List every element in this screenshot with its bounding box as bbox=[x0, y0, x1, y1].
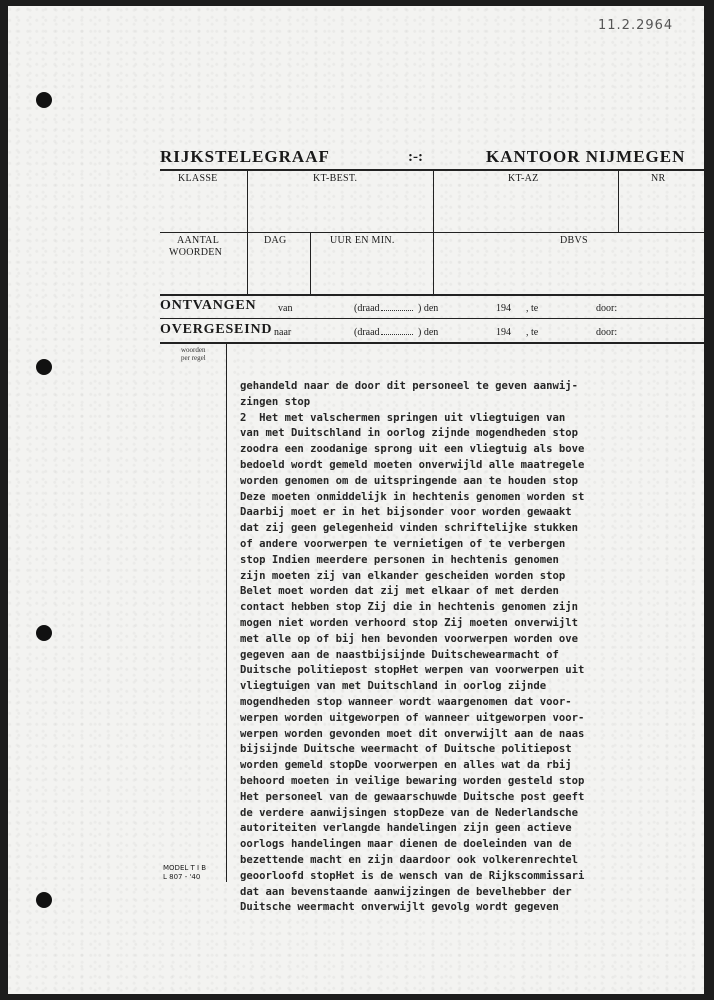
rule-ontvangen bbox=[160, 318, 704, 319]
message-line: worden gemeld stopDe voorwerpen en alles wat da rbij bbox=[240, 759, 572, 772]
ontvangen-van: van bbox=[278, 303, 293, 314]
grid-divider bbox=[310, 232, 311, 294]
overgeseind-naar: naar bbox=[274, 327, 292, 338]
message-line: zoodra een zoodanige sprong uit een vliegtuig als bove bbox=[240, 443, 585, 456]
grid-divider bbox=[618, 169, 619, 232]
grid-divider bbox=[247, 169, 248, 294]
punch-hole bbox=[36, 625, 52, 641]
message-line: bezettende macht en zijn daardoor ook volkerenrechtel bbox=[240, 853, 579, 866]
message-line: zingen stop bbox=[240, 395, 311, 408]
rule-overgeseind bbox=[160, 342, 704, 344]
message-line: van met Duitschland in oorlog zijnde mogendheden stop bbox=[240, 427, 579, 440]
overgeseind-door: door: bbox=[596, 327, 618, 338]
message-line: dat aan bevenstaande aanwijzingen de bevelhebber der bbox=[240, 885, 572, 898]
message-line: worden genomen om de uitspringende aan te houden stop bbox=[240, 474, 579, 487]
message-line: of andere voorwerpen te vernietigen of te verbergen bbox=[240, 537, 566, 550]
punch-hole bbox=[36, 359, 52, 375]
label-kt-best: KT-BEST. bbox=[313, 173, 358, 184]
punch-hole bbox=[36, 892, 52, 908]
label-ontvangen: ONTVANGEN bbox=[160, 298, 257, 313]
label-nr: NR bbox=[651, 173, 666, 184]
grid-top-rule bbox=[160, 169, 704, 171]
overgeseind-year: 194 bbox=[496, 327, 511, 338]
message-line: Deze moeten onmiddelijk in hechtenis genomen worden st bbox=[240, 490, 585, 503]
message-line: gehandeld naar de door dit personeel te geven aanwij- bbox=[240, 380, 579, 392]
message-line: stop Indien meerdere personen in hechtenis genomen bbox=[240, 553, 559, 566]
ontvangen-den: ) den bbox=[418, 303, 439, 314]
message-margin-rule bbox=[226, 342, 227, 882]
message-line: dat zij geen gelegenheid vinden schriftelijke stukken bbox=[240, 522, 579, 535]
label-woorden: WOORDEN bbox=[169, 247, 223, 258]
header-rijkstelegraaf: RIJKSTELEGRAAF bbox=[160, 147, 330, 166]
telegram-form bbox=[8, 6, 704, 994]
label-dbvs: DBVS bbox=[560, 235, 588, 246]
label-overgeseind: OVERGESEIND bbox=[160, 322, 273, 337]
message-line: bijsijnde Duitsche weermacht of Duitsche politiepost bbox=[240, 743, 572, 756]
grid-bottom-rule bbox=[160, 294, 704, 296]
message-line: zijn moeten zij van elkander gescheiden worden stop bbox=[240, 569, 566, 582]
margin-note: woorden per regel bbox=[181, 346, 206, 362]
message-line: Duitsche weermacht onverwijlt gevolg wordt gegeven bbox=[240, 901, 559, 914]
overgeseind-draad: (draad bbox=[354, 327, 414, 338]
grid-mid-rule bbox=[160, 232, 704, 233]
message-line: mogen niet worden verhoord stop Zij moeten onverwijlt bbox=[240, 616, 579, 629]
message-line: gegeven aan de naastbijsijnde Duitschewearmacht of bbox=[240, 648, 559, 661]
label-kt-az: KT-AZ bbox=[508, 173, 539, 184]
overgeseind-den: ) den bbox=[418, 327, 439, 338]
message-line: contact hebben stop Zij die in hechtenis genomen zijn bbox=[240, 601, 579, 614]
ontvangen-draad: (draad bbox=[354, 303, 414, 314]
message-line: met alle op of bij hen bevonden voorwerpen worden ove bbox=[240, 632, 579, 645]
ontvangen-door: door: bbox=[596, 303, 618, 314]
message-line: Belet moet worden dat zij met elkaar of met derden bbox=[240, 585, 559, 598]
message-line: werpen worden uitgeworpen of wanneer uitgeworpen voor- bbox=[240, 711, 585, 724]
label-dag: DAG bbox=[264, 235, 287, 246]
message-line: autoriteiten verlangde handelingen zijn geen actieve bbox=[240, 822, 572, 835]
header-separator: :-: bbox=[408, 149, 423, 165]
ontvangen-year: 194 bbox=[496, 303, 511, 314]
message-line: Daarbij moet er in het bijsonder voor worden gewaakt bbox=[240, 506, 572, 519]
message-body bbox=[240, 379, 704, 916]
message-line: behoord moeten in veilige bewaring worden gesteld stop bbox=[240, 774, 585, 787]
message-line: de verdere aanwijsingen stopDeze van de Nederlandsche bbox=[240, 806, 579, 819]
message-line: oorlogs handelingen maar dienen de doeleinden van de bbox=[240, 838, 572, 851]
message-line: Duitsche politiepost stopHet werpen van voorwerpen uit bbox=[240, 664, 585, 677]
message-line: 2 Het met valschermen springen uit vliegtuigen van bbox=[240, 411, 566, 424]
overgeseind-te: , te bbox=[526, 327, 539, 338]
punch-hole bbox=[36, 92, 52, 108]
message-line: geoorloofd stopHet is de wensch van de Rijkscommissari bbox=[240, 869, 585, 882]
message-line: bedoeld wordt gemeld moeten onverwijld alle maatregele bbox=[240, 458, 585, 471]
message-line: werpen worden gevonden moet dit onverwijlt aan de naas bbox=[240, 727, 585, 740]
message-line: Het personeel van de gewaarschuwde Duitsche post geeft bbox=[240, 790, 585, 803]
model-number: MODEL T I B L 807 - '40 bbox=[163, 864, 207, 881]
grid-divider bbox=[433, 169, 434, 294]
label-uur-min: UUR EN MIN. bbox=[330, 235, 395, 246]
message-line: mogendheden stop wanneer wordt waargenomen dat voor- bbox=[240, 695, 572, 708]
archive-number: 11.2.2964 bbox=[598, 18, 674, 33]
label-aantal: AANTAL bbox=[177, 235, 220, 246]
message-line: vliegtuigen van met Duitschland in oorlog zijnde bbox=[240, 680, 547, 693]
label-klasse: KLASSE bbox=[178, 173, 218, 184]
ontvangen-te: , te bbox=[526, 303, 539, 314]
header-kantoor: KANTOOR NIJMEGEN bbox=[486, 147, 686, 166]
